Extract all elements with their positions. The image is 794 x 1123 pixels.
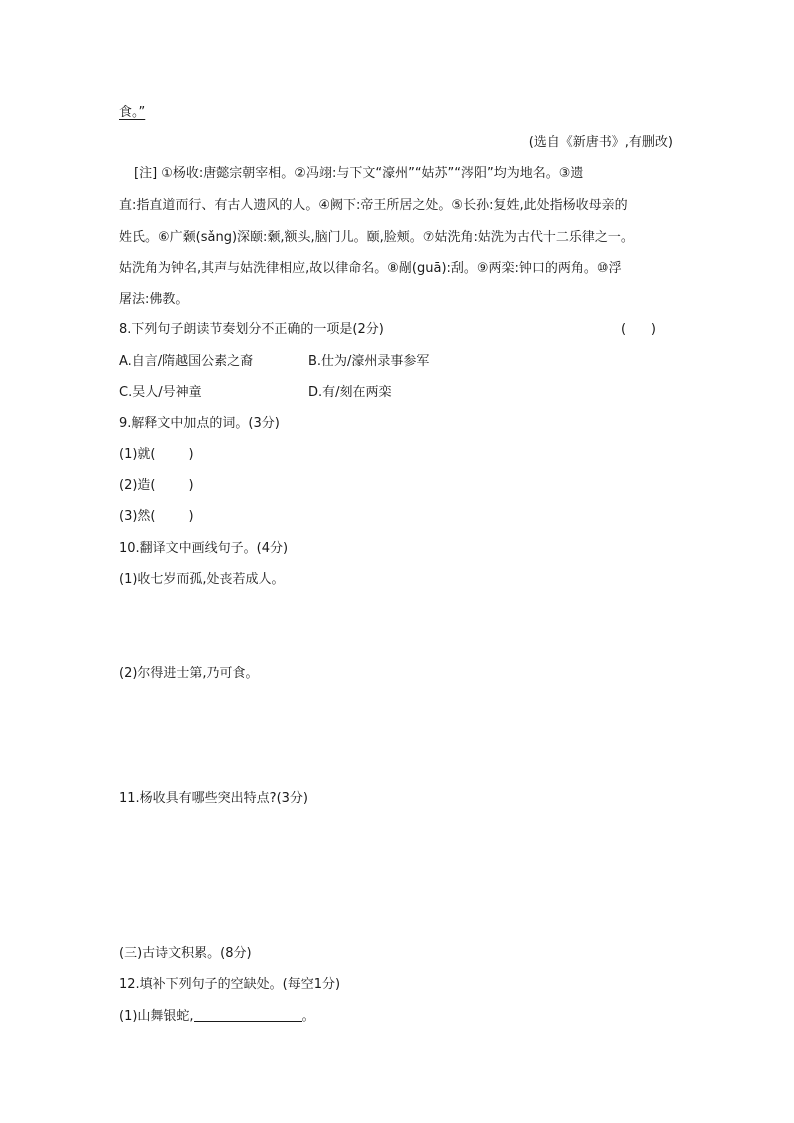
question-9-stem: 9.解释文中加点的词。(3分) <box>119 416 280 431</box>
note-line-5: 屠法:佛教。 <box>119 292 189 307</box>
note-line-4: 姑洗角为钟名,其声与姑洗律相应,故以律命名。⑧剮(guā):刮。⑨两栾:钟口的两角。⑩浮 <box>119 261 622 276</box>
question-8-option-a: A.自言/隋越国公素之裔 <box>119 354 254 369</box>
question-8-answer-paren: ( ) <box>621 322 656 337</box>
question-9-item-1: (1)就( ) <box>119 447 194 462</box>
passage-source: (选自《新唐书》,有删改) <box>528 135 673 150</box>
note-line-1: [注] ①杨收:唐懿宗朝宰相。②冯翊:与下文“濠州”“姑苏”“涔阳”均为地名。③遗 <box>134 166 584 181</box>
question-8-stem: 8.下列句子朗读节奏划分不正确的一项是(2分) <box>119 322 384 337</box>
question-8-option-c: C.吴人/号神童 <box>119 385 202 400</box>
question-11-stem: 11.杨收具有哪些突出特点?(3分) <box>119 791 308 806</box>
question-9-item-3: (3)然( ) <box>119 509 194 524</box>
question-10-item-2: (2)尔得进士第,乃可食。 <box>119 666 259 681</box>
section-3-title: (三)古诗文积累。(8分) <box>119 946 252 961</box>
question-8-option-d: D.有/刻在两栾 <box>308 385 392 400</box>
question-8-option-b: B.仕为/濠州录事参军 <box>308 354 430 369</box>
passage-tail: 食。” <box>119 105 146 120</box>
note-line-3: 姓氏。⑥广颡(sǎng)深颐:颡,额头,脑门儿。颐,脸颊。⑦姑洗角:姑洗为古代十二乐律之一。 <box>119 230 634 245</box>
question-9-item-2: (2)造( ) <box>119 478 194 493</box>
question-10-stem: 10.翻译文中画线句子。(4分) <box>119 541 289 556</box>
question-12-stem: 12.填补下列句子的空缺处。(每空1分) <box>119 977 341 992</box>
note-line-2: 直:指直道而行、有古人遗风的人。④阙下:帝王所居之处。⑤长孙:复姓,此处指杨收母亲的 <box>119 198 628 213</box>
question-12-item-1: (1)山舞银蛇, 。 <box>119 1009 315 1024</box>
question-10-item-1: (1)收七岁而孤,处丧若成人。 <box>119 572 285 587</box>
question-12-blank-1[interactable] <box>194 1007 302 1022</box>
